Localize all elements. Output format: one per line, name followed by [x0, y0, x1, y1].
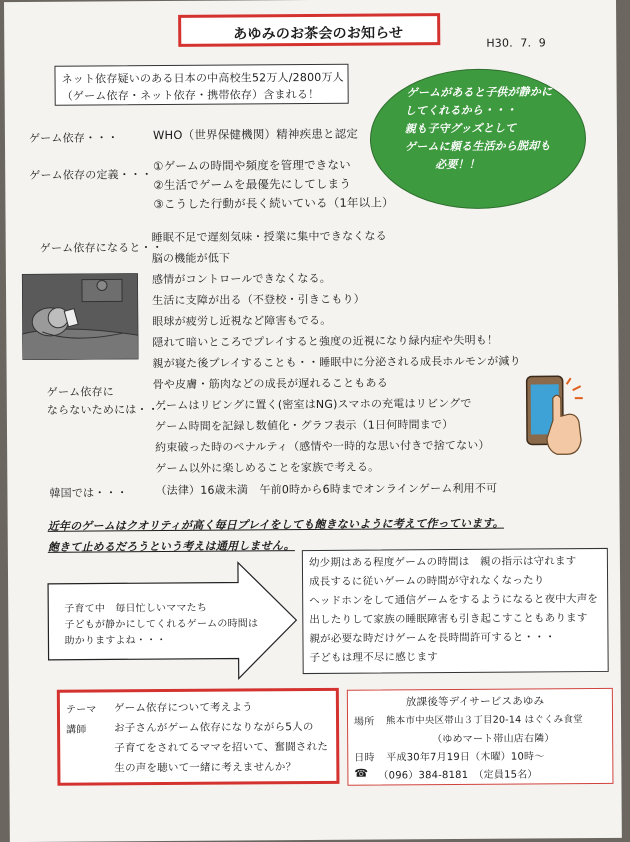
- explanation-line-6: 子どもは理不尽に感じます: [309, 651, 439, 665]
- explanation-line-3: ヘッドホンをして通信ゲームをするようになると夜中大声を: [309, 593, 599, 608]
- effects-item-1: 睡眠不足で遅刻気味・授業に集中できなくなる: [151, 229, 387, 245]
- speaker-line-3: 生の声を聴いて一緒に考えませんか？: [114, 761, 297, 775]
- effects-item-6: 隠れて暗いところでプレイすると強度の近視になり緑内症や失明も！: [152, 333, 499, 350]
- bubble-line-2: してくれるから・・・: [404, 103, 517, 118]
- effects-label: ゲーム依存になると・・: [39, 241, 163, 255]
- arrow-text-3: 助かりますよね・・・: [64, 635, 167, 647]
- game-dependence-text: WHO（世界保健機関）精神疾患と認定: [152, 126, 359, 143]
- explanation-line-5: 親が必要な時だけゲームを長時間許可すると・・・: [309, 631, 556, 646]
- place-text: 熊本市中央区帯山３丁目20-14 はぐくみ食堂: [385, 714, 583, 727]
- effects-item-7: 親が寝た後プレイすることも・・睡眠中に分泌される成長ホルモンが減り: [152, 354, 521, 371]
- definition-item-2: ②生活でゲームを最優先にしてしまう: [153, 176, 352, 193]
- phone-number: （096）384-8181 （定員15名）: [378, 769, 538, 782]
- child-in-bed-illustration: [22, 273, 139, 360]
- prevention-item-2: ゲーム時間を記録し数値化・グラフ表示（1日何時間まで）: [154, 418, 454, 434]
- effects-item-2: 脳の機能が低下: [151, 251, 231, 266]
- organization-box: [347, 688, 614, 786]
- prevention-label-2: ならないためには・・・: [46, 402, 171, 417]
- explanation-line-4: 出したりして家族の睡眠障害も引き起こすこともあります: [309, 612, 588, 627]
- explanation-box: [302, 548, 609, 674]
- speaker-line-2: 子育てをされてるママを招いて、奮闘された: [114, 740, 329, 755]
- korea-text: （法律）16歳未満 午前0時から6時までオンラインゲーム利用不可: [155, 481, 498, 498]
- arrow-text-1: 子育て中 毎日忙しいママたち: [64, 602, 208, 615]
- game-dependence-label: ゲーム依存・・・: [28, 131, 119, 145]
- event-box: [57, 688, 340, 786]
- explanation-line-1: 幼少期はある程度ゲームの時間は 親の指示は守れます: [308, 555, 577, 570]
- notice-line-1: 近年のゲームはクオリティが高く毎日プレイをしても飽きないように考えて作っています。: [47, 516, 504, 533]
- effects-item-3: 感情がコントロールできなくなる。: [151, 271, 331, 287]
- headline-box: [54, 64, 348, 106]
- issue-date: H30．7．9: [486, 36, 547, 50]
- theme-label: テーマ: [65, 704, 97, 716]
- phone-icon: ☎: [354, 766, 369, 780]
- speaker-label: 講師: [66, 724, 87, 736]
- definition-label: ゲーム依存の定義・・・: [29, 168, 153, 182]
- organization-name: 放課後等デイサービスあゆみ: [405, 695, 545, 709]
- arrow-text-2: 子どもが静かにしてくれるゲームの時間は: [64, 618, 259, 631]
- bubble-line-1: ゲームがあると子供が静かに: [406, 85, 553, 100]
- korea-label: 韓国では・・・: [49, 486, 128, 500]
- effects-item-8: 骨や皮膚・筋肉などの成長が遅れることもある: [152, 376, 388, 392]
- theme-text: ゲーム依存について考えよう: [113, 701, 253, 715]
- headline-line-1: ネット依存疑いのある日本の中高校生52万人/2800万人: [61, 70, 344, 86]
- explanation-line-2: 成長するに従いゲームの時間が守れなくなったり: [309, 574, 545, 589]
- prevention-label-1: ゲーム依存に: [46, 385, 114, 399]
- prevention-item-4: ゲーム以外に楽しめることを家族で考える。: [155, 460, 380, 476]
- definition-item-3: ③こうした行動が長く続いている（1年以上）: [153, 195, 394, 212]
- bubble-line-4: ゲームに頼る生活から脱却も: [404, 139, 551, 154]
- prevention-item-3: 約束破った時のペナルティ（感情や一時的な思い付きで捨てない）: [155, 438, 490, 455]
- flyer-page: [4, 0, 622, 842]
- bubble-line-3: 親も子守グッズとして: [404, 121, 517, 136]
- green-callout-bubble: [369, 68, 586, 210]
- place-sub: （ゆめマート帯山店右隣）: [432, 733, 555, 746]
- title-box: [178, 13, 440, 47]
- speaker-line-1: お子さんがゲーム依存になりながら5人の: [114, 720, 314, 735]
- smartphone-tap-icon: [523, 370, 604, 459]
- effects-item-5: 眼球が疲労し近視など障害もでる。: [152, 313, 332, 329]
- page-title: あゆみのお茶会のお知らせ: [233, 25, 404, 43]
- effects-item-4: 生活に支障が出る（不登校・引きこもり）: [152, 292, 365, 308]
- definition-item-1: ①ゲームの時間や頻度を管理できない: [153, 157, 351, 174]
- date-label: 日時: [354, 752, 375, 764]
- bubble-line-5: 必要！！: [435, 157, 481, 172]
- notice-line-2: 飽きて止めるだろうという考えは通用しません。: [47, 539, 295, 554]
- event-date: 平成30年7月19日（木曜）10時～: [386, 751, 545, 764]
- place-label: 場所: [354, 716, 375, 728]
- headline-line-2: （ゲーム依存・ネット依存・携帯依存）含まれる！: [61, 87, 320, 103]
- prevention-item-1: ゲームはリビングに置く(密室はNG)スマホの充電はリビングで: [154, 396, 472, 413]
